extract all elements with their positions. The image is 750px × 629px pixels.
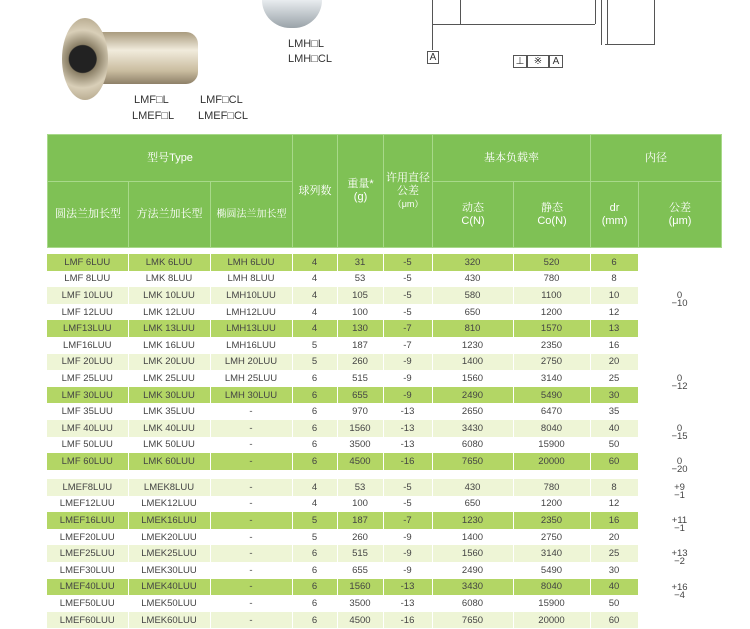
bore-tolerance-cell bbox=[638, 453, 721, 476]
round-model-cell: LMF13LUU bbox=[47, 320, 128, 337]
ball-rows-cell: 4 bbox=[292, 254, 337, 271]
tolerance-value: ※ bbox=[527, 55, 549, 68]
ball-rows-cell: 6 bbox=[292, 545, 337, 562]
bore-dr-cell: 25 bbox=[590, 545, 638, 562]
weight-cell: 53 bbox=[337, 271, 383, 288]
bore-tolerance-header: 公差 (μm) bbox=[639, 182, 722, 248]
ball-rows-cell: 4 bbox=[292, 320, 337, 337]
ball-rows-cell: 6 bbox=[292, 612, 337, 629]
weight-cell: 187 bbox=[337, 512, 383, 529]
weight-cell: 1560 bbox=[337, 420, 383, 437]
round-model-cell: LMF16LUU bbox=[47, 337, 128, 354]
dynamic-load-cell: 430 bbox=[432, 479, 513, 496]
bore-header: 内径 bbox=[591, 135, 722, 182]
dynamic-load-cell: 650 bbox=[432, 304, 513, 321]
bore-tolerance-value: 0 −10 bbox=[671, 290, 688, 310]
bore-tolerance-value: +9 −1 bbox=[674, 482, 685, 501]
square-model-cell: LMK 10LUU bbox=[128, 287, 210, 304]
ball-rows-cell: 6 bbox=[292, 437, 337, 454]
square-flange-header: 方法兰加长型 bbox=[129, 182, 211, 248]
square-model-cell: LMEK20LUU bbox=[128, 529, 210, 546]
product-images bbox=[0, 0, 750, 130]
table-row bbox=[47, 479, 721, 496]
round-model-cell: LMF 60LUU bbox=[47, 453, 128, 470]
ball-rows-cell: 5 bbox=[292, 337, 337, 354]
static-load-cell: 8040 bbox=[513, 420, 590, 437]
bore-dr-cell: 50 bbox=[590, 437, 638, 454]
oval-model-cell: - bbox=[210, 612, 292, 629]
oval-model-cell: - bbox=[210, 453, 292, 470]
bore-tolerance-value: +11 −1 bbox=[671, 515, 688, 535]
oval-model-cell: - bbox=[210, 496, 292, 513]
weight-cell: 100 bbox=[337, 496, 383, 513]
diameter-tolerance-cell: -13 bbox=[383, 420, 432, 437]
round-model-cell: LMF 6LUU bbox=[47, 254, 128, 271]
ball-rows-cell: 6 bbox=[292, 370, 337, 387]
square-model-cell: LMEK50LUU bbox=[128, 595, 210, 612]
static-load-cell: 2350 bbox=[513, 512, 590, 529]
ball-rows-cell: 4 bbox=[292, 271, 337, 288]
round-model-cell: LMF 20LUU bbox=[47, 354, 128, 371]
ball-rows-cell: 4 bbox=[292, 304, 337, 321]
oval-model-cell: - bbox=[210, 420, 292, 437]
weight-cell: 4500 bbox=[337, 612, 383, 629]
round-flange-header: 圆法兰加长型 bbox=[48, 182, 129, 248]
load-rating-header: 基本负载率 bbox=[433, 135, 591, 182]
square-model-cell: LMEK30LUU bbox=[128, 562, 210, 579]
bore-tolerance-cell bbox=[638, 512, 721, 535]
table-row bbox=[47, 512, 721, 529]
oval-model-cell: - bbox=[210, 579, 292, 596]
static-load-cell: 2750 bbox=[513, 354, 590, 371]
diameter-tolerance-cell: -9 bbox=[383, 370, 432, 387]
static-load-cell: 780 bbox=[513, 479, 590, 496]
round-model-cell: LMEF20LUU bbox=[47, 529, 128, 546]
static-load-cell: 8040 bbox=[513, 579, 590, 596]
weight-cell: 655 bbox=[337, 387, 383, 404]
round-model-cell: LMF 40LUU bbox=[47, 420, 128, 437]
oval-model-cell: - bbox=[210, 562, 292, 579]
static-load-cell: 20000 bbox=[513, 612, 590, 629]
diameter-tolerance-cell: -13 bbox=[383, 437, 432, 454]
diameter-tolerance-cell: -13 bbox=[383, 403, 432, 420]
type-header: 型号Type bbox=[48, 135, 293, 182]
dynamic-load-cell: 1230 bbox=[432, 337, 513, 354]
bore-dr-cell: 16 bbox=[590, 512, 638, 529]
bore-dr-cell: 40 bbox=[590, 420, 638, 437]
square-model-cell: LMEK16LUU bbox=[128, 512, 210, 529]
static-load-cell: 1570 bbox=[513, 320, 590, 337]
bore-tolerance-cell bbox=[638, 354, 721, 371]
square-model-cell: LMK 20LUU bbox=[128, 354, 210, 371]
ball-rows-cell: 6 bbox=[292, 595, 337, 612]
weight-cell: 1560 bbox=[337, 579, 383, 596]
weight-cell: 4500 bbox=[337, 453, 383, 470]
round-model-cell: LMF 30LUU bbox=[47, 387, 128, 404]
ball-rows-cell: 5 bbox=[292, 512, 337, 529]
caption-lmf-l: LMF□L bbox=[134, 94, 169, 106]
square-model-cell: LMK 25LUU bbox=[128, 370, 210, 387]
ball-rows-cell: 4 bbox=[292, 496, 337, 513]
table-row bbox=[47, 453, 721, 470]
oval-model-cell: LMH 8LUU bbox=[210, 271, 292, 288]
oval-model-cell: LMH 6LUU bbox=[210, 254, 292, 271]
diameter-tolerance-cell: -16 bbox=[383, 612, 432, 629]
dynamic-load-cell: 320 bbox=[432, 254, 513, 271]
bore-dr-cell: 60 bbox=[590, 612, 638, 629]
round-model-cell: LMF 35LUU bbox=[47, 403, 128, 420]
static-load-cell: 1200 bbox=[513, 304, 590, 321]
weight-header: 重量* (g) bbox=[338, 135, 384, 248]
bore-dr-cell: 16 bbox=[590, 337, 638, 354]
static-load-cell: 15900 bbox=[513, 437, 590, 454]
bore-tolerance-cell bbox=[638, 320, 721, 337]
dynamic-load-cell: 2490 bbox=[432, 562, 513, 579]
caption-lmh-l: LMH□L bbox=[288, 38, 324, 50]
bore-dr-cell: 13 bbox=[590, 320, 638, 337]
diameter-tolerance-cell: -5 bbox=[383, 304, 432, 321]
square-model-cell: LMEK8LUU bbox=[128, 479, 210, 496]
oval-model-cell: LMH 20LUU bbox=[210, 354, 292, 371]
technical-drawing bbox=[415, 0, 665, 70]
weight-cell: 100 bbox=[337, 304, 383, 321]
ball-rows-cell: 5 bbox=[292, 354, 337, 371]
bore-tolerance-value: 0 −20 bbox=[671, 456, 688, 476]
oval-model-cell: - bbox=[210, 403, 292, 420]
dr-header: dr (mm) bbox=[591, 182, 639, 248]
ball-rows-cell: 6 bbox=[292, 420, 337, 437]
diameter-tolerance-cell: -5 bbox=[383, 271, 432, 288]
square-model-cell: LMK 6LUU bbox=[128, 254, 210, 271]
oval-model-cell: - bbox=[210, 437, 292, 454]
oval-model-cell: LMH13LUU bbox=[210, 320, 292, 337]
weight-cell: 260 bbox=[337, 354, 383, 371]
square-model-cell: LMEK60LUU bbox=[128, 612, 210, 629]
static-load-cell: 5490 bbox=[513, 387, 590, 404]
static-load-cell: 5490 bbox=[513, 562, 590, 579]
square-model-cell: LMK 16LUU bbox=[128, 337, 210, 354]
weight-cell: 3500 bbox=[337, 595, 383, 612]
bore-dr-cell: 20 bbox=[590, 529, 638, 546]
table-row bbox=[47, 354, 721, 371]
bore-dr-cell: 10 bbox=[590, 287, 638, 304]
bore-dr-cell: 12 bbox=[590, 304, 638, 321]
diameter-tolerance-header: 许用直径公差 （μm） bbox=[384, 135, 433, 248]
datum-ref: A bbox=[549, 55, 563, 68]
table-row bbox=[47, 595, 721, 612]
diameter-tolerance-cell: -7 bbox=[383, 320, 432, 337]
round-model-cell: LMEF40LUU bbox=[47, 579, 128, 596]
standard-series-table bbox=[47, 254, 722, 476]
square-model-cell: LMK 35LUU bbox=[128, 403, 210, 420]
bore-tolerance-cell bbox=[638, 479, 721, 501]
oval-model-cell: - bbox=[210, 529, 292, 546]
flanged-bearing-image bbox=[62, 18, 202, 98]
static-load-cell: 3140 bbox=[513, 545, 590, 562]
bore-dr-cell: 12 bbox=[590, 496, 638, 513]
round-model-cell: LMEF60LUU bbox=[47, 612, 128, 629]
table-row bbox=[47, 254, 721, 271]
table-row bbox=[47, 304, 721, 321]
diameter-tolerance-cell: -13 bbox=[383, 595, 432, 612]
diameter-tolerance-cell: -5 bbox=[383, 496, 432, 513]
diameter-tolerance-cell: -16 bbox=[383, 453, 432, 470]
bore-dr-cell: 30 bbox=[590, 562, 638, 579]
ball-rows-cell: 6 bbox=[292, 387, 337, 404]
static-load-cell: 2350 bbox=[513, 337, 590, 354]
dynamic-load-cell: 3430 bbox=[432, 420, 513, 437]
weight-cell: 655 bbox=[337, 562, 383, 579]
table-row bbox=[47, 420, 721, 437]
dynamic-load-cell: 7650 bbox=[432, 453, 513, 470]
caption-lmh-cl: LMH□CL bbox=[288, 53, 332, 65]
dynamic-load-cell: 7650 bbox=[432, 612, 513, 629]
weight-cell: 260 bbox=[337, 529, 383, 546]
bore-tolerance-value: 0 −15 bbox=[671, 422, 688, 442]
spec-table-header bbox=[47, 134, 722, 248]
round-model-cell: LMF 12LUU bbox=[47, 304, 128, 321]
dynamic-load-cell: 6080 bbox=[432, 437, 513, 454]
square-model-cell: LMK 50LUU bbox=[128, 437, 210, 454]
static-load-cell: 2750 bbox=[513, 529, 590, 546]
static-load-cell: 20000 bbox=[513, 453, 590, 470]
dynamic-header: 动态 C(N) bbox=[433, 182, 514, 248]
static-load-cell: 6470 bbox=[513, 403, 590, 420]
bore-tolerance-cell bbox=[638, 370, 721, 393]
table-row bbox=[47, 437, 721, 454]
oval-model-cell: LMH10LUU bbox=[210, 287, 292, 304]
caption-lmf-cl: LMF□CL bbox=[200, 94, 243, 106]
bore-tolerance-cell bbox=[638, 287, 721, 310]
square-model-cell: LMK 60LUU bbox=[128, 453, 210, 470]
dynamic-load-cell: 810 bbox=[432, 320, 513, 337]
ball-rows-cell: 6 bbox=[292, 562, 337, 579]
table-row bbox=[47, 562, 721, 579]
square-model-cell: LMEK12LUU bbox=[128, 496, 210, 513]
table-row bbox=[47, 403, 721, 420]
bore-tolerance-cell bbox=[638, 403, 721, 420]
static-load-cell: 1100 bbox=[513, 287, 590, 304]
diameter-tolerance-cell: -7 bbox=[383, 512, 432, 529]
bore-dr-cell: 60 bbox=[590, 453, 638, 470]
oval-model-cell: LMH 30LUU bbox=[210, 387, 292, 404]
dynamic-load-cell: 1560 bbox=[432, 370, 513, 387]
bore-tolerance-cell bbox=[638, 337, 721, 354]
oval-flange-image bbox=[262, 0, 322, 28]
oval-model-cell: - bbox=[210, 545, 292, 562]
table-row bbox=[47, 370, 721, 387]
round-model-cell: LMEF30LUU bbox=[47, 562, 128, 579]
diameter-tolerance-cell: -9 bbox=[383, 529, 432, 546]
square-model-cell: LMK 40LUU bbox=[128, 420, 210, 437]
square-model-cell: LMK 8LUU bbox=[128, 271, 210, 288]
round-model-cell: LMF 8LUU bbox=[47, 271, 128, 288]
diameter-tolerance-cell: -13 bbox=[383, 579, 432, 596]
weight-cell: 53 bbox=[337, 479, 383, 496]
bore-tolerance-cell bbox=[638, 254, 721, 271]
weight-cell: 515 bbox=[337, 370, 383, 387]
ball-rows-cell: 4 bbox=[292, 287, 337, 304]
table-row bbox=[47, 579, 721, 596]
dynamic-load-cell: 6080 bbox=[432, 595, 513, 612]
bore-dr-cell: 40 bbox=[590, 579, 638, 596]
bore-tolerance-value: +13 −2 bbox=[671, 548, 688, 568]
oval-model-cell: LMH12LUU bbox=[210, 304, 292, 321]
weight-cell: 130 bbox=[337, 320, 383, 337]
round-model-cell: LMEF8LUU bbox=[47, 479, 128, 496]
dynamic-load-cell: 1560 bbox=[432, 545, 513, 562]
weight-cell: 515 bbox=[337, 545, 383, 562]
bore-tolerance-cell bbox=[638, 612, 721, 629]
static-load-cell: 3140 bbox=[513, 370, 590, 387]
table-row bbox=[47, 387, 721, 404]
table-row bbox=[47, 545, 721, 562]
round-model-cell: LMEF50LUU bbox=[47, 595, 128, 612]
bore-dr-cell: 20 bbox=[590, 354, 638, 371]
table-row bbox=[47, 529, 721, 546]
table-row bbox=[47, 612, 721, 629]
bore-tolerance-cell bbox=[638, 545, 721, 568]
weight-cell: 105 bbox=[337, 287, 383, 304]
static-load-cell: 520 bbox=[513, 254, 590, 271]
table-row bbox=[47, 271, 721, 288]
dynamic-load-cell: 1400 bbox=[432, 529, 513, 546]
weight-cell: 3500 bbox=[337, 437, 383, 454]
oval-model-cell: LMH 25LUU bbox=[210, 370, 292, 387]
ball-rows-cell: 4 bbox=[292, 479, 337, 496]
table-row bbox=[47, 320, 721, 337]
bore-tolerance-value: +16 −4 bbox=[671, 581, 688, 601]
bore-tolerance-cell bbox=[638, 420, 721, 442]
static-header: 静态 Co(N) bbox=[514, 182, 591, 248]
round-model-cell: LMEF25LUU bbox=[47, 545, 128, 562]
table-row bbox=[47, 287, 721, 304]
square-model-cell: LMEK40LUU bbox=[128, 579, 210, 596]
bore-dr-cell: 8 bbox=[590, 271, 638, 288]
square-model-cell: LMK 13LUU bbox=[128, 320, 210, 337]
oval-model-cell: - bbox=[210, 479, 292, 496]
bore-dr-cell: 30 bbox=[590, 387, 638, 404]
balls-header: 球列数 bbox=[293, 135, 338, 248]
weight-cell: 187 bbox=[337, 337, 383, 354]
round-model-cell: LMF 25LUU bbox=[47, 370, 128, 387]
datum-label: A bbox=[427, 51, 439, 64]
table-row bbox=[47, 496, 721, 513]
oval-model-cell: - bbox=[210, 512, 292, 529]
diameter-tolerance-cell: -9 bbox=[383, 354, 432, 371]
bore-dr-cell: 35 bbox=[590, 403, 638, 420]
ball-rows-cell: 6 bbox=[292, 403, 337, 420]
diameter-tolerance-cell: -5 bbox=[383, 254, 432, 271]
round-model-cell: LMF 10LUU bbox=[47, 287, 128, 304]
oval-flange-header: 椭圆法兰加长型 bbox=[211, 182, 293, 248]
diameter-tolerance-cell: -9 bbox=[383, 545, 432, 562]
dynamic-load-cell: 1400 bbox=[432, 354, 513, 371]
dynamic-load-cell: 430 bbox=[432, 271, 513, 288]
caption-lmef-l: LMEF□L bbox=[132, 110, 175, 122]
bore-tolerance-value: 0 −12 bbox=[671, 373, 688, 393]
ball-rows-cell: 6 bbox=[292, 453, 337, 470]
oval-model-cell: LMH16LUU bbox=[210, 337, 292, 354]
round-model-cell: LMEF12LUU bbox=[47, 496, 128, 513]
diameter-tolerance-cell: -7 bbox=[383, 337, 432, 354]
bore-tolerance-cell bbox=[638, 271, 721, 288]
bore-tolerance-cell bbox=[638, 579, 721, 601]
dynamic-load-cell: 2650 bbox=[432, 403, 513, 420]
dynamic-load-cell: 650 bbox=[432, 496, 513, 513]
square-model-cell: LMEK25LUU bbox=[128, 545, 210, 562]
oval-model-cell: - bbox=[210, 595, 292, 612]
extended-series-table bbox=[47, 479, 722, 628]
weight-cell: 970 bbox=[337, 403, 383, 420]
diameter-tolerance-cell: -5 bbox=[383, 287, 432, 304]
round-model-cell: LMF 50LUU bbox=[47, 437, 128, 454]
weight-cell: 31 bbox=[337, 254, 383, 271]
bore-dr-cell: 25 bbox=[590, 370, 638, 387]
dynamic-load-cell: 1230 bbox=[432, 512, 513, 529]
ball-rows-cell: 6 bbox=[292, 579, 337, 596]
diameter-tolerance-cell: -5 bbox=[383, 479, 432, 496]
dynamic-load-cell: 3430 bbox=[432, 579, 513, 596]
bore-dr-cell: 6 bbox=[590, 254, 638, 271]
ball-rows-cell: 5 bbox=[292, 529, 337, 546]
static-load-cell: 780 bbox=[513, 271, 590, 288]
dynamic-load-cell: 2490 bbox=[432, 387, 513, 404]
static-load-cell: 1200 bbox=[513, 496, 590, 513]
diameter-tolerance-cell: -9 bbox=[383, 562, 432, 579]
diameter-tolerance-cell: -9 bbox=[383, 387, 432, 404]
caption-lmef-cl: LMEF□CL bbox=[198, 110, 249, 122]
bore-dr-cell: 8 bbox=[590, 479, 638, 496]
perpendicular-symbol: ⊥ bbox=[513, 55, 527, 68]
round-model-cell: LMEF16LUU bbox=[47, 512, 128, 529]
bore-dr-cell: 50 bbox=[590, 595, 638, 612]
table-row bbox=[47, 337, 721, 354]
square-model-cell: LMK 12LUU bbox=[128, 304, 210, 321]
static-load-cell: 15900 bbox=[513, 595, 590, 612]
dynamic-load-cell: 580 bbox=[432, 287, 513, 304]
square-model-cell: LMK 30LUU bbox=[128, 387, 210, 404]
